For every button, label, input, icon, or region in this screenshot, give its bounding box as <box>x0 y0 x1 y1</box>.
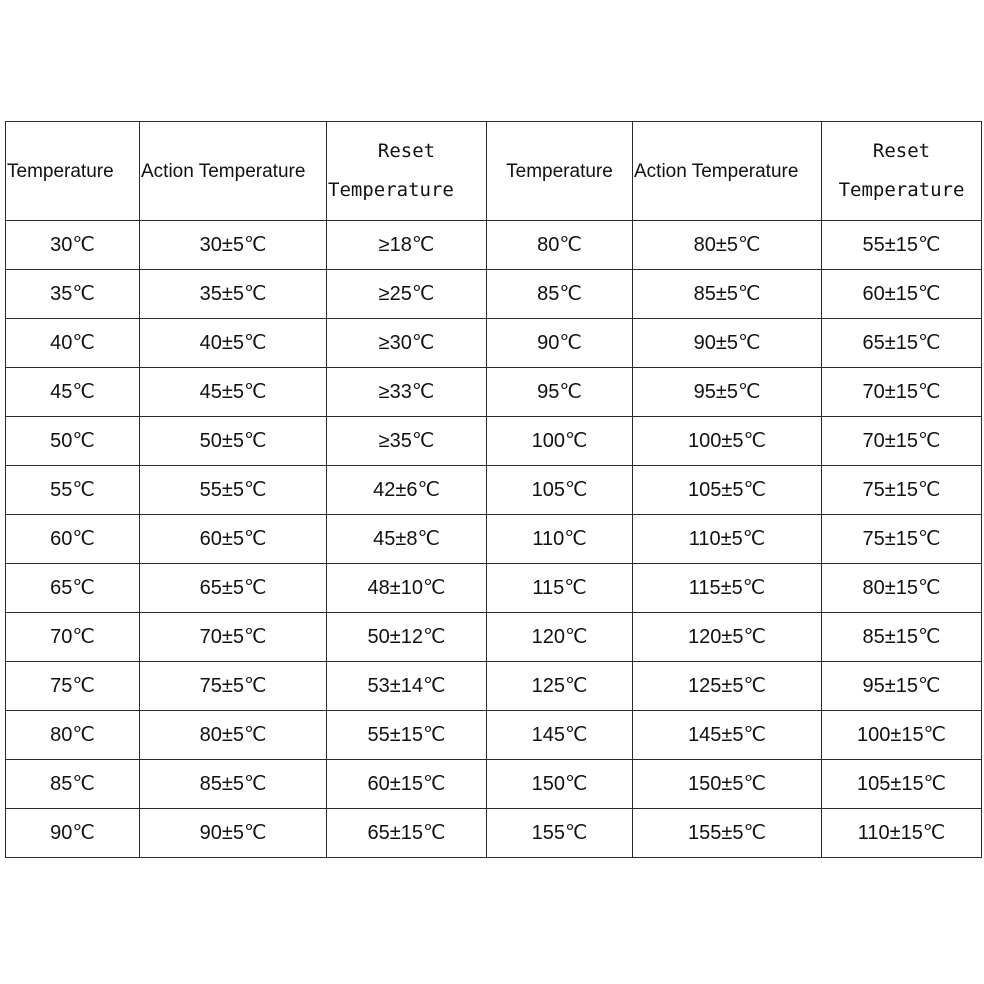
table-row <box>6 662 982 711</box>
cell-temperature: 90℃ <box>6 809 140 858</box>
cell-action-temperature: 75±5℃ <box>140 662 327 711</box>
cell-action-temperature-2: 125±5℃ <box>633 662 822 711</box>
cell-temperature-2: 85℃ <box>487 270 633 319</box>
table-row <box>6 417 982 466</box>
cell-reset-temperature-2: 100±15℃ <box>822 711 982 760</box>
cell-action-temperature: 85±5℃ <box>140 760 327 809</box>
cell-temperature: 45℃ <box>6 368 140 417</box>
cell-action-temperature-2: 120±5℃ <box>633 613 822 662</box>
cell-action-temperature: 70±5℃ <box>140 613 327 662</box>
cell-temperature: 40℃ <box>6 319 140 368</box>
cell-action-temperature-2: 110±5℃ <box>633 515 822 564</box>
table-row <box>6 368 982 417</box>
cell-reset-temperature: ≥25℃ <box>327 270 487 319</box>
cell-action-temperature: 80±5℃ <box>140 711 327 760</box>
cell-action-temperature-2: 80±5℃ <box>633 221 822 270</box>
table-header-row <box>6 122 982 221</box>
cell-action-temperature: 40±5℃ <box>140 319 327 368</box>
cell-action-temperature: 60±5℃ <box>140 515 327 564</box>
header-reset-temperature <box>327 122 487 221</box>
cell-temperature-2: 80℃ <box>487 221 633 270</box>
cell-temperature: 30℃ <box>6 221 140 270</box>
cell-action-temperature-2: 105±5℃ <box>633 466 822 515</box>
cell-action-temperature-2: 85±5℃ <box>633 270 822 319</box>
header-temperature: Temperature <box>6 122 140 221</box>
cell-temperature-2: 120℃ <box>487 613 633 662</box>
cell-reset-temperature: 65±15℃ <box>327 809 487 858</box>
table-row <box>6 270 982 319</box>
cell-temperature-2: 100℃ <box>487 417 633 466</box>
cell-action-temperature-2: 95±5℃ <box>633 368 822 417</box>
cell-temperature: 60℃ <box>6 515 140 564</box>
temperature-spec-table <box>5 121 982 858</box>
cell-action-temperature-2: 155±5℃ <box>633 809 822 858</box>
cell-temperature: 80℃ <box>6 711 140 760</box>
table-row <box>6 466 982 515</box>
table-row <box>6 221 982 270</box>
cell-reset-temperature: 42±6℃ <box>327 466 487 515</box>
table-row <box>6 564 982 613</box>
cell-action-temperature-2: 115±5℃ <box>633 564 822 613</box>
cell-reset-temperature-2: 85±15℃ <box>822 613 982 662</box>
cell-temperature: 35℃ <box>6 270 140 319</box>
cell-reset-temperature: ≥18℃ <box>327 221 487 270</box>
cell-reset-temperature-2: 55±15℃ <box>822 221 982 270</box>
cell-reset-temperature: ≥30℃ <box>327 319 487 368</box>
cell-temperature-2: 105℃ <box>487 466 633 515</box>
header-action-temperature: Action Temperature <box>140 122 327 221</box>
table-row <box>6 613 982 662</box>
cell-reset-temperature: 50±12℃ <box>327 613 487 662</box>
cell-action-temperature: 65±5℃ <box>140 564 327 613</box>
header-action-temperature-2: Action Temperature <box>633 122 822 221</box>
cell-temperature-2: 90℃ <box>487 319 633 368</box>
cell-temperature: 50℃ <box>6 417 140 466</box>
header-reset-line-1: Reset <box>872 140 931 162</box>
cell-action-temperature: 35±5℃ <box>140 270 327 319</box>
cell-reset-temperature-2: 105±15℃ <box>822 760 982 809</box>
header-reset-line-2: Temperature <box>838 179 965 201</box>
cell-temperature: 75℃ <box>6 662 140 711</box>
cell-reset-temperature: ≥33℃ <box>327 368 487 417</box>
cell-temperature-2: 155℃ <box>487 809 633 858</box>
table-row <box>6 319 982 368</box>
cell-reset-temperature: ≥35℃ <box>327 417 487 466</box>
table-row <box>6 515 982 564</box>
cell-reset-temperature: 53±14℃ <box>327 662 487 711</box>
cell-temperature-2: 145℃ <box>487 711 633 760</box>
cell-temperature-2: 125℃ <box>487 662 633 711</box>
header-temperature-2: Temperature <box>487 122 633 221</box>
cell-reset-temperature-2: 80±15℃ <box>822 564 982 613</box>
cell-action-temperature-2: 150±5℃ <box>633 760 822 809</box>
cell-temperature: 85℃ <box>6 760 140 809</box>
cell-action-temperature: 55±5℃ <box>140 466 327 515</box>
cell-temperature-2: 115℃ <box>487 564 633 613</box>
table-row <box>6 711 982 760</box>
cell-action-temperature: 50±5℃ <box>140 417 327 466</box>
cell-reset-temperature: 55±15℃ <box>327 711 487 760</box>
cell-action-temperature: 45±5℃ <box>140 368 327 417</box>
cell-action-temperature: 30±5℃ <box>140 221 327 270</box>
cell-reset-temperature-2: 75±15℃ <box>822 466 982 515</box>
cell-action-temperature-2: 90±5℃ <box>633 319 822 368</box>
header-reset-line-2: Temperature <box>328 179 454 201</box>
header-reset-line-1: Reset <box>377 140 436 162</box>
cell-reset-temperature-2: 70±15℃ <box>822 368 982 417</box>
header-reset-temperature-2 <box>822 122 982 221</box>
cell-reset-temperature-2: 65±15℃ <box>822 319 982 368</box>
cell-temperature-2: 95℃ <box>487 368 633 417</box>
cell-action-temperature-2: 145±5℃ <box>633 711 822 760</box>
cell-reset-temperature-2: 95±15℃ <box>822 662 982 711</box>
cell-reset-temperature-2: 75±15℃ <box>822 515 982 564</box>
cell-temperature: 55℃ <box>6 466 140 515</box>
cell-action-temperature-2: 100±5℃ <box>633 417 822 466</box>
cell-reset-temperature: 60±15℃ <box>327 760 487 809</box>
cell-reset-temperature-2: 60±15℃ <box>822 270 982 319</box>
cell-reset-temperature-2: 110±15℃ <box>822 809 982 858</box>
table-row <box>6 760 982 809</box>
cell-temperature-2: 110℃ <box>487 515 633 564</box>
cell-reset-temperature: 45±8℃ <box>327 515 487 564</box>
cell-temperature: 70℃ <box>6 613 140 662</box>
cell-action-temperature: 90±5℃ <box>140 809 327 858</box>
cell-temperature: 65℃ <box>6 564 140 613</box>
cell-temperature-2: 150℃ <box>487 760 633 809</box>
cell-reset-temperature-2: 70±15℃ <box>822 417 982 466</box>
cell-reset-temperature: 48±10℃ <box>327 564 487 613</box>
table-row <box>6 809 982 858</box>
